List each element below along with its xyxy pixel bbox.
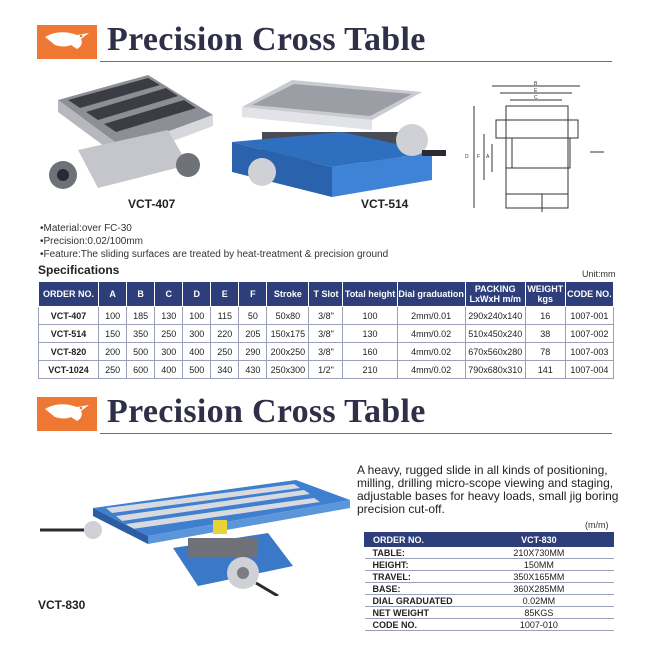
order-no-cell: VCT-407 xyxy=(39,307,99,325)
vct-830-caption: VCT-830 xyxy=(38,598,86,612)
vct-407-caption: VCT-407 xyxy=(128,197,176,211)
table-header-cell: ORDER NO. xyxy=(365,533,465,547)
table-cell: 200x250 xyxy=(267,343,309,361)
table-cell: 430 xyxy=(239,361,267,379)
table-header-cell: PACKING LxWxH m/m xyxy=(465,282,525,307)
vct-514-caption: VCT-514 xyxy=(361,197,409,211)
spec-value-cell: 360X285MM xyxy=(464,583,613,595)
table-row xyxy=(365,607,614,619)
vct-830-product-image xyxy=(38,478,356,596)
table-cell: 200 xyxy=(99,343,127,361)
vct-830-spec-table xyxy=(364,532,614,631)
table-row xyxy=(365,547,614,559)
spec-value-cell: 210X730MM xyxy=(464,547,613,559)
svg-text:E: E xyxy=(534,88,538,94)
table-cell: 350 xyxy=(127,325,155,343)
table-header-cell: Stroke xyxy=(267,282,309,307)
table-cell: 510x450x240 xyxy=(465,325,525,343)
table-cell: 160 xyxy=(343,343,397,361)
svg-text:F: F xyxy=(477,154,481,160)
table-cell: 3/8" xyxy=(309,325,343,343)
product-description: A heavy, rugged slide in all kinds of positioning, milling, drilling micro-scope viewing and staging, adjustable bases for heavy loads, small jig boring precision cut-off. xyxy=(357,463,619,516)
table-header-cell: B xyxy=(127,282,155,307)
table-cell: 1007-001 xyxy=(565,307,613,325)
table-cell: 130 xyxy=(343,325,397,343)
section2-title: Precision Cross Table xyxy=(107,393,426,430)
table-cell: 150 xyxy=(99,325,127,343)
table-cell: 1007-002 xyxy=(565,325,613,343)
eagle-logo-icon xyxy=(37,397,97,431)
table-cell: 130 xyxy=(155,307,183,325)
table-cell: 2mm/0.01 xyxy=(397,307,465,325)
table-cell: 290x240x140 xyxy=(465,307,525,325)
table-cell: 1/2" xyxy=(309,361,343,379)
order-no-cell: VCT-1024 xyxy=(39,361,99,379)
table-cell: 78 xyxy=(525,343,565,361)
table-header-cell: C xyxy=(155,282,183,307)
table-cell: 4mm/0.02 xyxy=(397,325,465,343)
table-cell: 300 xyxy=(183,325,211,343)
spec-label-cell: BASE: xyxy=(365,583,465,595)
spec-label-cell: DIAL GRADUATED xyxy=(365,595,465,607)
svg-text:C: C xyxy=(534,95,538,101)
spec-label-cell: HEIGHT: xyxy=(365,559,465,571)
eagle-logo-icon xyxy=(37,25,97,59)
spec-value-cell: 1007-010 xyxy=(464,619,613,631)
table-header-cell: E xyxy=(211,282,239,307)
table-header-cell: A xyxy=(99,282,127,307)
table-body xyxy=(39,307,614,379)
table-cell: 400 xyxy=(183,343,211,361)
svg-text:D: D xyxy=(465,154,469,160)
table-cell: 141 xyxy=(525,361,565,379)
table-row xyxy=(365,619,614,631)
table-cell: 670x560x280 xyxy=(465,343,525,361)
vct-514-product-image xyxy=(222,72,454,202)
table-row xyxy=(365,583,614,595)
table-cell: 340 xyxy=(211,361,239,379)
table-header-cell: T Slot xyxy=(309,282,343,307)
table-cell: 38 xyxy=(525,325,565,343)
table-cell: 4mm/0.02 xyxy=(397,361,465,379)
spec-label-cell: TRAVEL: xyxy=(365,571,465,583)
feature-item: •Feature:The sliding surfaces are treated by heat-treatment & precision ground xyxy=(40,249,389,260)
table-cell: 3/8" xyxy=(309,343,343,361)
table-cell: 1007-004 xyxy=(565,361,613,379)
table-row xyxy=(39,325,614,343)
table-cell: 600 xyxy=(127,361,155,379)
table-cell: 250x300 xyxy=(267,361,309,379)
table-row xyxy=(365,559,614,571)
table-cell: 790x680x310 xyxy=(465,361,525,379)
table-cell: 185 xyxy=(127,307,155,325)
table-cell: 205 xyxy=(239,325,267,343)
feature-item: •Material:over FC-30 xyxy=(40,223,132,234)
table-cell: 50x80 xyxy=(267,307,309,325)
table-header-row xyxy=(365,533,614,547)
table-cell: 400 xyxy=(155,361,183,379)
table-cell: 290 xyxy=(239,343,267,361)
unit-label: (m/m) xyxy=(585,520,609,530)
specifications-table xyxy=(38,281,614,379)
table-row xyxy=(39,307,614,325)
table-header-cell: ORDER NO. xyxy=(39,282,99,307)
table-row xyxy=(365,595,614,607)
section1-title: Precision Cross Table xyxy=(107,21,426,58)
spec-value-cell: 85KGS xyxy=(464,607,613,619)
table-cell: 4mm/0.02 xyxy=(397,343,465,361)
spec-label-cell: TABLE: xyxy=(365,547,465,559)
title-divider xyxy=(100,61,612,62)
table-cell: 1007-003 xyxy=(565,343,613,361)
table-cell: 300 xyxy=(155,343,183,361)
table-cell: 250 xyxy=(99,361,127,379)
feature-list xyxy=(40,222,388,261)
table-cell: 100 xyxy=(99,307,127,325)
table-cell: 500 xyxy=(183,361,211,379)
table-cell: 16 xyxy=(525,307,565,325)
svg-text:B: B xyxy=(534,81,538,87)
table-body xyxy=(365,547,614,631)
table-row xyxy=(365,571,614,583)
table-header-cell: Total height xyxy=(343,282,397,307)
unit-label: Unit:mm xyxy=(582,269,616,279)
table-cell: 100 xyxy=(343,307,397,325)
table-cell: 115 xyxy=(211,307,239,325)
table-cell: 250 xyxy=(211,343,239,361)
spec-value-cell: 0.02MM xyxy=(464,595,613,607)
table-header-cell: Dial graduation xyxy=(397,282,465,307)
table-header-row xyxy=(39,282,614,307)
table-header-cell: VCT-830 xyxy=(464,533,613,547)
table-header-cell: D xyxy=(183,282,211,307)
table-row xyxy=(39,343,614,361)
order-no-cell: VCT-820 xyxy=(39,343,99,361)
table-cell: 100 xyxy=(183,307,211,325)
table-cell: 250 xyxy=(155,325,183,343)
table-cell: 50 xyxy=(239,307,267,325)
table-header-cell: F xyxy=(239,282,267,307)
dimension-diagram xyxy=(462,80,622,215)
table-cell: 220 xyxy=(211,325,239,343)
table-cell: 500 xyxy=(127,343,155,361)
feature-item: •Precision:0.02/100mm xyxy=(40,236,143,247)
table-cell: 210 xyxy=(343,361,397,379)
table-header-cell: WEIGHT kgs xyxy=(525,282,565,307)
spec-label-cell: CODE NO. xyxy=(365,619,465,631)
table-row xyxy=(39,361,614,379)
order-no-cell: VCT-514 xyxy=(39,325,99,343)
spec-value-cell: 150MM xyxy=(464,559,613,571)
vct-407-product-image xyxy=(38,70,218,195)
title-divider xyxy=(100,433,612,434)
specifications-heading: Specifications xyxy=(38,263,120,277)
table-header-cell: CODE NO. xyxy=(565,282,613,307)
spec-label-cell: NET WEIGHT xyxy=(365,607,465,619)
table-cell: 3/8" xyxy=(309,307,343,325)
table-cell: 150x175 xyxy=(267,325,309,343)
spec-value-cell: 350X165MM xyxy=(464,571,613,583)
svg-text:A: A xyxy=(486,154,490,160)
